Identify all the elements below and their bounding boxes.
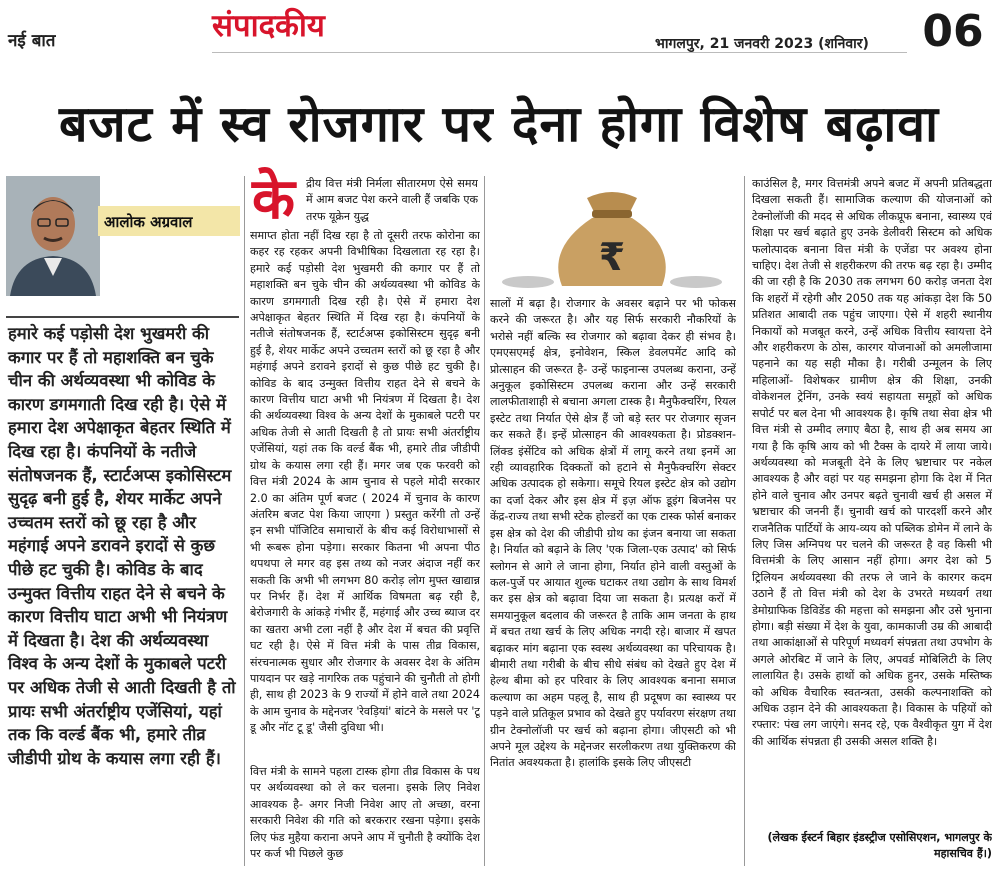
author-credit [752,830,992,866]
section-title: संपादकीय [212,8,325,44]
drop-cap: के [252,167,296,232]
column-divider [744,176,745,866]
person-icon [6,176,100,296]
article-column-2 [490,296,736,864]
page-number: 06 [908,0,998,64]
rupee-money-bag-icon [492,178,732,296]
author-credit-text: (लेखक ईस्टर्न बिहार इंडस्ट्रीज एसोसिएशन, भागलपुर के महासचिव हैं।) [767,831,992,861]
article-column-1-tail [250,764,480,864]
article-column-1 [250,228,480,758]
article-column-3 [752,176,992,828]
article-column-2-text: सालों में बढ़ा है। रोजगार के अवसर बढ़ाने पर भी फोकस करने की जरूरत है। और यह सिर्फ सरकारी नौकरियों के भरोसे नहीं बल्कि स्व रोजगार को बढ़ावा देकर ही संभव है। एमएसएमई क्षेत्र, इनोवेशन, स्किल डेवलपमेंट आदि को प्रोत्साहन की जरूरत है- उन्हें फाइनान्स उपलब्ध कराना, उन्हें अनुकूल इकोसिस्टम उपलब्ध कराना और उन्हें सरकारी लालफीताशाही से बचाना अगला टास्क है। मैनुफैक्चरिंग, रियल इस्टेट तथा निर्यात ऐसे क्षेत्र हैं जो बड़े स्तर पर रोजगार सृजन कर सकते हैं। इन्हें प्रोत्साहन की आवश्यकता है। प्रोडक्शन-लिंक्ड इंसेंटिव को अधिक क्षेत्रों में लागू करने तथा इनमें आ रही व्यावहारिक दिक्कतों को हटाने से मैनुफैक्चरिंग सेक्टर अधिक उत्पादक हो सकेगा। समूचे रियल इस्टेट क्षेत्र को उद्योग का दर्जा देकर और इस क्षेत्र में इज़ ऑफ डूइंग बिजनेस पर केंद्र-राज्य तथा सभी स्टेक होल्डरों का एक टास्क फोर्स बनाकर इस क्षेत्र को देश की जीडीपी ग्रोथ का इंजन बनाया जा सकता है। निर्यात को बढ़ाने के लिए 'एक जिला-एक उत्पाद' को सिर्फ स्लोगन से आगे ले जाना होगा, निर्यात होने वाली वस्तुओं के कल-पुर्जे पर आयात शुल्क घटाकर तथा उद्योग के साथ विमर्श कर इस क्षेत्र को बढ़ावा दिया जा सकता है। प्रत्यक्ष करों में समयानुकूल बदलाव की जरूरत है ताकि आम जनता के हाथ में बचत तथा खर्च के लिए अधिक नगदी रहे। बाजार में खपत बढ़ाकर मांग बढ़ाना एक स्वस्थ अर्थव्यवस्था का परिचायक है। बीमारी तथा गरीबी के बीच सीधे संबंध को देखते हुए देश में हेल्थ बीमा को हर परिवार के लिए आवश्यक बनाना समाज कल्याण का अहम पहलू है, साथ ही प्रदूषण का स्वास्थ्य पर पड़ने वाले प्रतिकूल प्रभाव को देखते हुए पर्यावरण संरक्षण तथा ग्रीन टेक्नोलॉजी पर खर्च को बढ़ाना होगा। जीएसटी को भी अपने मूल उद्देश्य के मद्देनजर सरलीकरण तथा युक्तिकरण की नितांत अवश्यकता है। हालांकि इसके लिए जीएसटी [490,297,736,770]
article-column-1-text: समाप्त होता नहीं दिख रहा है तो दूसरी तरफ कोरोना का कहर रह रहकर अपनी विभीषिका दिखलाता रह रहा है। हमारे कई पड़ोसी देश भुखमरी की कगार पर हैं तो महाशक्ति बन चुके चीन की अर्थव्यवस्था भी कोविड के कारण डगमगाती दिख रही है। ऐसे में हमारा देश अपेक्षाकृत बेहतर स्थिति में दिख रहा है। कंपनियों के नतीजे संतोषजनक हैं, स्टार्टअप्स इकोसिस्टम सुदृढ़ बनी हुई है, शेयर मार्केट अपने उच्चतम स्तरों को छू रहा है और महंगाई अपने डरावने इरादों से कुछ पीछे हट चुकी है। कोविड के बाद उन्मुक्त वित्तीय राहत देने से बचने के कारण वित्तीय घाटा अभी भी नियंत्रण में दिखता है। देश की अर्थव्यवस्था विश्व के अन्य देशों के मुकाबले पटरी पर अधिक तेजी से आती दिखती है तो प्रायः सभी अंतर्राष्ट्रीय एजेंसियां, यहां तक कि वर्ल्ड बैंक भी, हमारे तीव्र जीडीपी ग्रोथ के कयास लगा रही हैं। मगर जब एक फरवरी को वित्त मंत्री 2024 के आम चुनाव से पहले मोदी सरकार 2.0 का अंतिम पूर्ण बजट ( 2024 में चुनाव के कारण अंतरिम बजट पेश किया जाएगा ) प्रस्तुत करेंगी तो उन्हें इन सभी पॉजिटिव समाचारों के बीच कई विरोधाभासों से भी रूबरू होना पड़ेगा। सरकार कितना भी अपना पीठ थपथपा ले मगर वह इस तथ्य को नजर अंदाज नहीं कर सकती कि अभी भी लगभग 80 करोड़ लोग मुफ्त खाद्यान्न पर निर्भर हैं। देश में आर्थिक विषमता बढ़ रही है, बेरोजगारी के आंकड़े गंभीर हैं, महंगाई और उच्च ब्याज दर का खतरा अभी टला नहीं है और देश में बचत की प्रवृत्ति घट रही है। ऐसे में वित्त मंत्री के पास तीव्र विकास, संरचनात्मक सुधार और रोजगार के अवसर देश के अंतिम पायदान पर खड़े नागरिक तक पहुंचाने की चुनौती तो होगी ही, साथ ही 2023 के 9 राज्यों में होने वाले तथा 2024 के आम चुनाव के मद्देनजर 'रेवड़ियां' बांटने के मसले पर 'टू डू और नॉट टू डू' जैसी दुविधा भी। [250,229,480,735]
headline: बजट में स्व रोजगार पर देना होगा विशेष बढ़ावा [58,95,940,153]
pull-quote: हमारे कई पड़ोसी देश भुखमरी की कगार पर हैं तो महाशक्ति बन चुके चीन की अर्थव्यवस्था भी कोविड के कारण डगमगाती दिख रही है। ऐसे में हमारा देश अपेक्षाकृत बेहतर स्थिति में दिख रहा है। कंपनियों के नतीजे संतोषजनक हैं, स्टार्टअप्स इकोसिस्टम सुदृढ़ बनी हुई है, शेयर मार्केट अपने उच्चतम स्तरों को छू रहा है और महंगाई अपने डरावने इरादों से कुछ पीछे हट चुकी है। कोविड के बाद उन्मुक्त वित्तीय राहत देने से बचने के कारण वित्तीय घाटा अभी भी नियंत्रण में दिखता है। देश की अर्थव्यवस्था विश्व के अन्य देशों के मुकाबले पटरी पर अधिक तेजी से आती दिखती है तो प्रायः सभी अंतर्राष्ट्रीय एजेंसियां, यहां तक कि वर्ल्ड बैंक भी, हमारे तीव्र जीडीपी ग्रोथ के कयास लगा रही हैं। [8,324,236,768]
column-divider [244,176,245,866]
column-divider [484,176,485,866]
sidebar-divider [6,316,239,318]
svg-text:₹: ₹ [598,235,626,279]
dateline: भागलपुर, 21 जनवरी 2023 (शनिवार) [655,36,869,52]
article-column-3-text: काउंसिल है, मगर वित्तमंत्री अपने बजट में अपनी प्रतिबद्धता दिखला सकती हैं। सामाजिक कल्याण की योजनाओं को टेक्नोलॉजी की मदद से अधिक लीकप्रूफ बनाना, स्वास्थ्य एवं शिक्षा पर खर्च बढ़ाते हुए उनके डेलीवरी सिस्टम को अधिक फलोत्पादक बनाना वित्त मंत्री के एजेंडा पर अवश्य होना चाहिए। देश तेजी से शहरीकरण की तरफ बढ़ रहा है। उम्मीद की जा रही है कि 2030 तक लगभग 60 करोड़ जनता देश कि शहरों में रहेगी और 2050 तक यह आंकड़ा देश कि 50 प्रतिशत आबादी तक पहुंच जाएगा। ऐसे में शहरी स्थानीय निकायों को मजबूत करने, उन्हें अधिक वित्तीय स्वायत्ता देने और शहरीकरण के ठोस, कारगर योजनाओं को अमलीजामा पहनाने का यह सही मौका है। गरीबी उन्मूलन के लिए महिलाओं- विशेषकर ग्रामीण क्षेत्र की शिक्षा, उनकी वोकेशनल ट्रेनिंग, उनके स्वयं सहायता समूहों को अधिक सपोर्ट पर बल देना भी आवश्यक है। कृषि तथा सेवा क्षेत्र भी वित्त मंत्री से उम्मीद लगाए बैठा है, साथ ही अब समय आ गया है कि कृषि आय को भी टैक्स के दायरे में लाया जाये। अर्थव्यवस्था को मजबूती देने के लिए भ्रष्टाचार पर नकेल आवश्यक है और वहां पर यह समझना होगा कि देश में नित होने वाले चुनाव और उनपर बढ़ते चुनावी खर्च ही असल में भ्रष्टाचार की जननी हैं। चुनावी खर्च को पारदर्शी करने और राजनैतिक पार्टियों के आय-व्यय को पब्लिक डोमेन में लाने के लिए जिस अग्निपथ पर चलने की जरूरत है वह किसी भी वित्तमंत्री के लिए आसान नहीं होगा। अगर देश को 5 ट्रिलियन अर्थव्यवस्था की तरफ ले जाने के कारगर कदम उठाने हैं तो वित्त मंत्री को देश के उभरते मध्यवर्ग तथा डेमोग्राफिक डिविडेंड की महत्ता को समझना और उसे भुनाना होगा। बड़ी संख्या में देश के युवा, कामकाजी उम्र की आबादी तथा आकांक्षाओं से परिपूर्ण मध्यवर्ग संपन्नता तथा उपभोग के अगले ओरबिट में जाने के लिए, अपवर्ड मोबिलिटी के लिए लालायित है। उसके हाथों को अधिक हुनर, उसके मस्तिष्क को अधिक वैचारिक स्वतन्त्रता, उसकी कल्पनाशक्ति को अधिक उड़ान देने की आवश्यकता है। विकास के पहियों को रफ्तार: पंख लग जाएंगे। सनद रहे, एक वैश्वीकृत युग में देश की आर्थिक संपन्नता ही उसकी असल शक्ति है। [752,177,992,748]
article-lead [306,176,478,226]
newspaper-brand: नई बात [8,31,56,51]
article-lead-text: द्रीय वित्त मंत्री निर्मला सीतारमण ऐसे समय में आम बजट पेश करने वाली हैं जबकि एक तरफ यूक्रेन युद्ध [306,177,478,223]
author-photo [6,176,100,296]
author-byline: आलोक अग्रवाल [104,213,193,231]
article-column-1-tail-text: वित्त मंत्री के सामने पहला टास्क होगा तीव्र विकास के पथ पर अर्थव्यवस्था को ले कर चलना। इसके लिए निवेश आवश्यक है- अगर निजी निवेश आए तो अच्छा, वरना सरकारी निवेश की गति को बरकरार रखना पड़ेगा। इसके लिए फंड मुहैया कराना अपने आप में चुनौती है क्योंकि देश पर कर्ज भी पिछले कुछ [250,765,480,861]
